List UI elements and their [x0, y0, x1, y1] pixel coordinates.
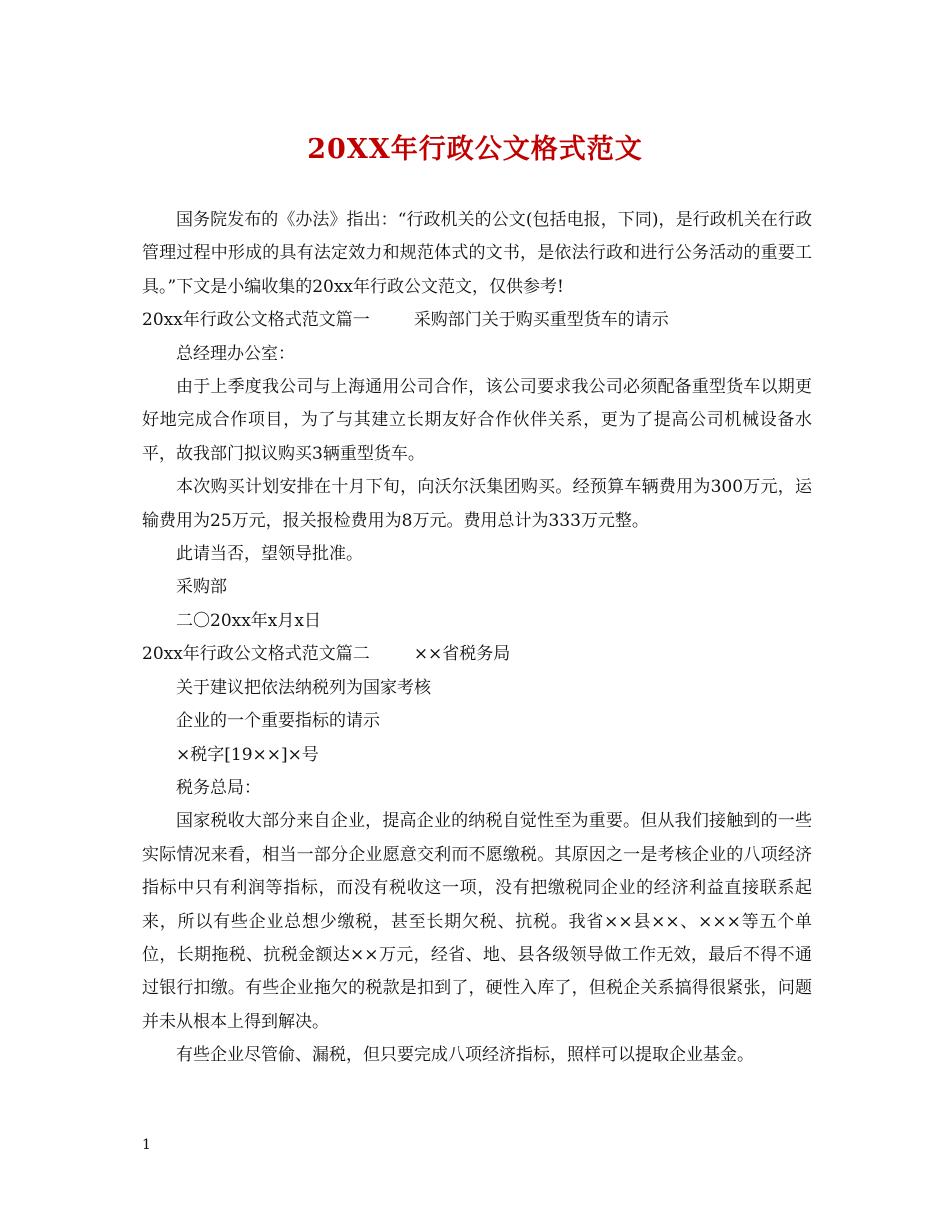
document-title: 20XX年行政公文格式范文: [307, 134, 643, 165]
paragraph-recipient-1: 总经理办公室：: [176, 343, 295, 364]
paragraph-doc-number: ×税字[19××]×号: [176, 744, 319, 765]
paragraph-subject-line-1: 关于建议把依法纳税列为国家考核: [176, 677, 431, 698]
paragraph-request: 此请当否，望领导批准。: [176, 544, 363, 565]
section-heading-1-label: 20xx年行政公文格式范文篇一: [142, 310, 370, 331]
paragraph-recipient-2: 税务总局：: [176, 777, 261, 798]
paragraph-reason: 由于上季度我公司与上海通用公司合作，该公司要求我公司必须配备重型货车以期更好地完成合作项目，为了与其建立长期友好合作伙伴关系，更为了提高公司机械设备水平，故我部门拟议购买3辆重型货车。: [142, 377, 812, 464]
section-heading-2-label: 20xx年行政公文格式范文篇二: [142, 644, 370, 665]
paragraph-signature: 采购部: [176, 577, 227, 598]
paragraph-date: 二〇20xx年x月x日: [176, 610, 321, 631]
section-heading-2-subject: ××省税务局: [413, 644, 511, 665]
paragraph-budget: 本次购买计划安排在十月下旬，向沃尔沃集团购买。经预算车辆费用为300万元，运输费用为25万元，报关报检费用为8万元。费用总计为333万元整。: [142, 477, 812, 531]
section-heading-1-subject: 采购部门关于购买重型货车的请示: [413, 310, 669, 331]
document-body: [142, 204, 812, 1073]
paragraph-tax-issue: 国家税收大部分来自企业，提高企业的纳税自觉性至为重要。但从我们接触到的一些实际情况来看，相当一部分企业愿意交利而不愿缴税。其原因之一是考核企业的八项经济指标中只有利润等指标，而没有税收这一项，没有把缴税同企业的经济利益直接联系起来，所以有些企业总想少缴税，甚至长期欠税、抗税。我省××县××、×××等五个单位，长期拖税、抗税金额达××万元，经省、地、县各级领导做工作无效，最后不得不通过银行扣缴。有些企业拖欠的税款是扣到了，硬性入库了，但税企关系搞得很紧张，问题并未从根本上得到解决。: [142, 811, 812, 1032]
section-heading-1: [142, 304, 812, 337]
page-number: 1: [142, 1137, 151, 1153]
paragraph-intro: 国务院发布的《办法》指出：“行政机关的公文(包括电报，下同)，是行政机关在行政管理过程中形成的具有法定效力和规范体式的文书，是依法行政和进行公务活动的重要工具。”下文是小编收集的20xx年行政公文范文，仅供参考!: [142, 210, 812, 297]
section-heading-2: [142, 638, 812, 671]
paragraph-tax-evasion: 有些企业尽管偷、漏税，但只要完成八项经济指标，照样可以提取企业基金。: [176, 1045, 754, 1066]
paragraph-subject-line-2: 企业的一个重要指标的请示: [176, 711, 380, 732]
